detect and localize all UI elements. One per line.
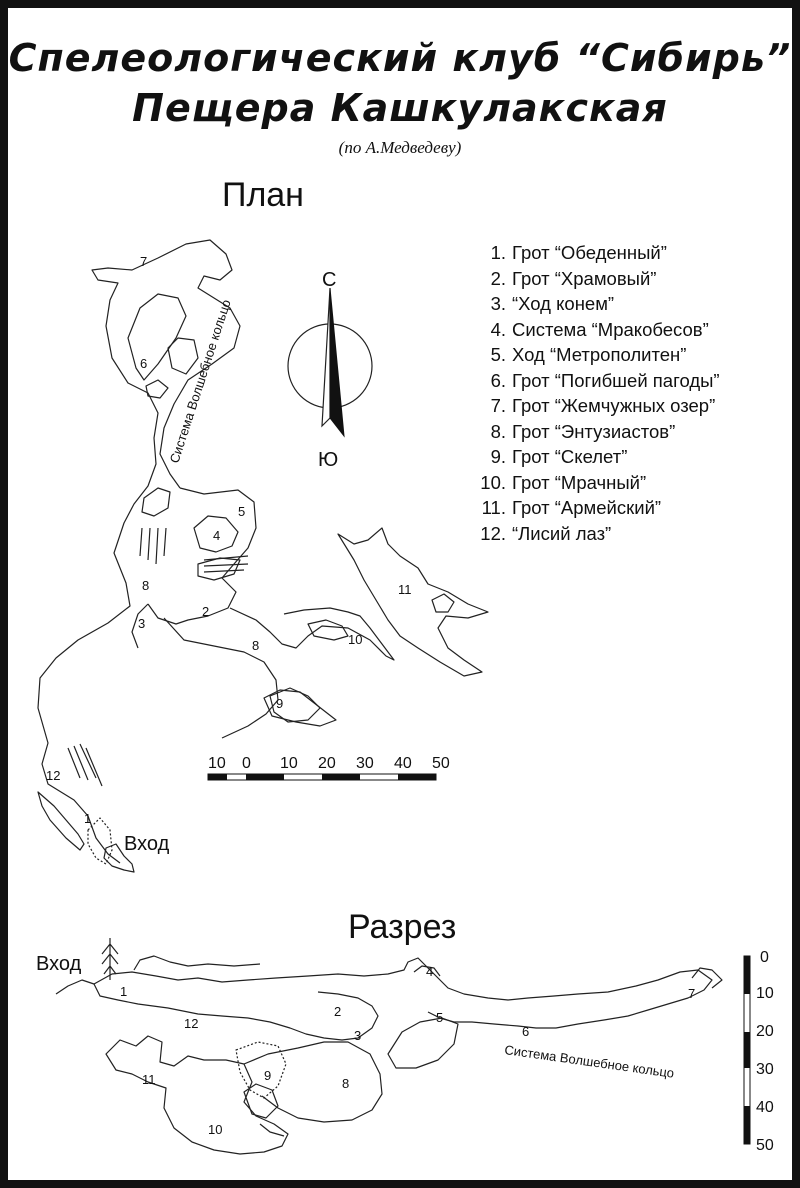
legend-item-number: 9.: [490, 446, 506, 467]
legend-item-number: 7.: [490, 395, 506, 416]
legend-item-number: 12.: [480, 522, 506, 544]
legend-item-text: Грот “Армейский”: [512, 497, 662, 518]
plan-label-12: 12: [46, 768, 61, 783]
plan-scale-bar: [208, 755, 450, 780]
legend-item-number: 5.: [490, 344, 506, 365]
plan-label-11: 11: [398, 582, 412, 597]
plan-label-3: 3: [138, 616, 146, 631]
legend-item-number: 1.: [490, 242, 506, 263]
author-credit: (по А.Медведеву): [338, 138, 462, 157]
club-title: Спелеологический клуб “Сибирь”: [8, 36, 792, 80]
depth-label-40: 40: [756, 1099, 774, 1116]
section-label-5: 5: [436, 1010, 444, 1025]
plan-scale-label-5: 40: [394, 755, 412, 772]
legend-item-text: Грот “Погибшей пагоды”: [512, 369, 720, 391]
section-label-2: 2: [334, 1004, 342, 1019]
plan-entrance-label: Вход: [124, 833, 170, 855]
plan-system-label: Система Волшебное кольцо: [166, 297, 234, 465]
legend-item-number: 3.: [490, 293, 506, 314]
section-system-label: Система Волшебное кольцо: [503, 1042, 676, 1081]
legend-item-text: “Лисий лаз”: [512, 522, 612, 544]
plan-label-6: 6: [140, 356, 148, 371]
section-label-4: 4: [426, 964, 434, 979]
plan-label-8: 8: [142, 578, 150, 593]
plan-label-4: 4: [213, 528, 221, 543]
legend-item-text: Грот “Энтузиастов”: [512, 420, 676, 442]
section-cave-outline: [56, 938, 722, 1154]
section-label-6: 6: [522, 1024, 530, 1039]
plan-scale-label-6: 50: [432, 755, 450, 772]
legend-item-text: Грот “Обеденный”: [512, 242, 667, 263]
legend-item-text: “Ход конем”: [512, 293, 615, 314]
legend-item-number: 11.: [481, 497, 506, 518]
cave-drawing: [8, 8, 792, 1180]
plan-title: План: [222, 176, 304, 214]
section-depth-scale: [744, 949, 774, 1154]
plan-point-labels: [46, 254, 412, 826]
section-label-7: 7: [688, 986, 696, 1001]
plan-label-10: 10: [348, 632, 363, 647]
legend-item-number: 4.: [490, 318, 506, 340]
section-label-10: 10: [208, 1122, 223, 1137]
compass-south-label: Ю: [318, 449, 339, 471]
cave-title: Пещера Кашкулакская: [132, 86, 668, 130]
legend-item-text: Грот “Мрачный”: [512, 471, 647, 493]
compass-icon: [288, 269, 372, 471]
compass-north-label: С: [322, 269, 337, 291]
section-title: Разрез: [348, 908, 457, 946]
plan-scale-label-1: 0: [242, 755, 251, 772]
plan-label-1: 1: [84, 811, 92, 826]
legend-item-number: 6.: [490, 369, 506, 391]
depth-label-30: 30: [756, 1061, 774, 1078]
section-label-3: 3: [354, 1028, 362, 1043]
legend-item-number: 2.: [490, 267, 506, 289]
plan-scale-label-0: 10: [208, 755, 226, 772]
plan-scale-label-2: 10: [280, 755, 298, 772]
depth-label-50: 50: [756, 1137, 774, 1154]
depth-label-0: 0: [760, 949, 769, 966]
plan-scale-label-3: 20: [318, 755, 336, 772]
plan-scale-label-4: 30: [356, 755, 374, 772]
legend-item-number: 10.: [480, 471, 506, 493]
plan-label-9: 9: [276, 696, 284, 711]
plan-label-7: 7: [140, 254, 148, 269]
depth-label-20: 20: [756, 1023, 774, 1040]
section-label-9: 9: [264, 1068, 272, 1083]
section-entrance-label: Вход: [36, 953, 82, 975]
plan-label-5: 5: [238, 504, 246, 519]
legend-item-text: Система “Мракобесов”: [512, 318, 709, 340]
section-label-11: 11: [142, 1072, 156, 1087]
depth-label-10: 10: [756, 985, 774, 1002]
section-label-8: 8: [342, 1076, 350, 1091]
legend-item-text: Грот “Скелет”: [512, 446, 628, 467]
section-label-12: 12: [184, 1016, 199, 1031]
section-point-labels: [120, 964, 695, 1137]
legend-item-number: 8.: [490, 420, 506, 442]
legend-item-text: Грот “Жемчужных озер”: [512, 395, 716, 416]
plan-label-2: 2: [202, 604, 210, 619]
legend-item-text: Ход “Метрополитен”: [512, 344, 687, 365]
plan-label-8b: 8: [252, 638, 260, 653]
legend-item-text: Грот “Храмовый”: [512, 267, 657, 289]
section-label-1: 1: [120, 984, 128, 999]
